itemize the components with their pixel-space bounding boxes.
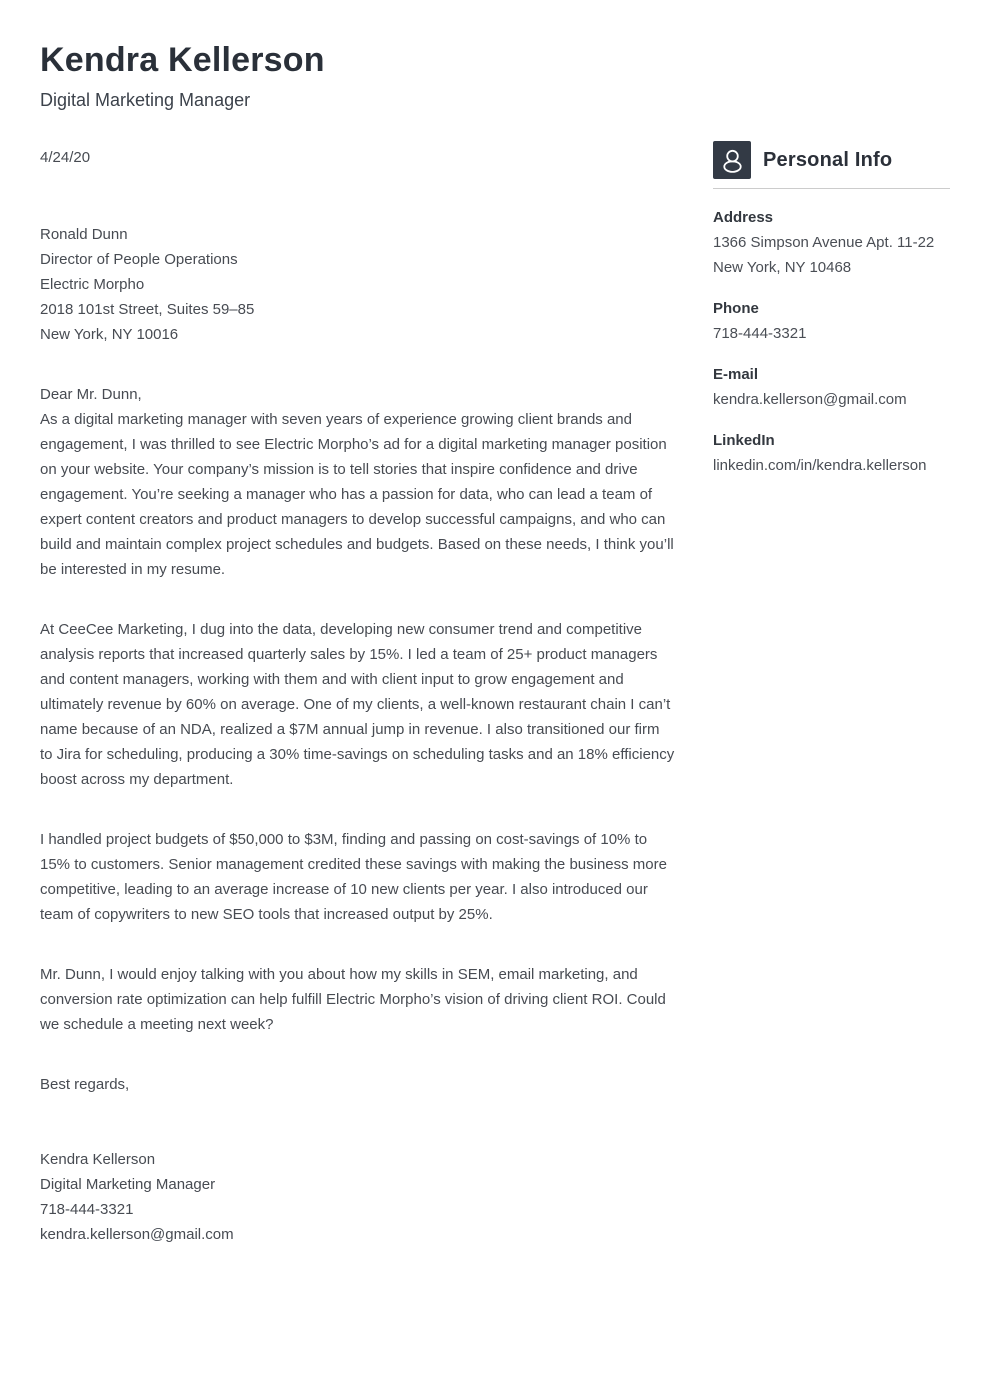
salutation: Dear Mr. Dunn,: [40, 386, 142, 403]
paragraph-3: I handled project budgets of $50,000 to $3M, finding and passing on cost-savings of 10% to 15% to customers. Senior management credited these savings with making the business more competitive, leading to an average increase of 10 new clients per year. I also introduced our team of copywriters to new SEO tools that increased output by 25%.: [40, 831, 667, 923]
field-address-label: Address: [713, 209, 774, 226]
person-icon: [713, 141, 751, 179]
recipient-role: Director of People Operations: [40, 251, 238, 268]
recipient-street: 2018 101st Street, Suites 59–85: [40, 301, 255, 318]
recipient-company: Electric Morpho: [40, 276, 145, 293]
field-linkedin-label: LinkedIn: [713, 432, 775, 449]
signature-email: kendra.kellerson@gmail.com: [40, 1226, 234, 1243]
recipient-city: New York, NY 10016: [40, 326, 179, 343]
paragraph-opening: [40, 382, 676, 582]
field-phone-label: Phone: [713, 300, 759, 317]
signature-title: Digital Marketing Manager: [40, 1176, 216, 1193]
letter-date: 4/24/20: [40, 149, 91, 166]
field-phone-value: 718-444-3321: [713, 325, 807, 342]
letter-body: [40, 140, 676, 1247]
applicant-job-title: Digital Marketing Manager: [40, 90, 251, 110]
signature-phone: 718-444-3321: [40, 1201, 134, 1218]
field-email-label: E-mail: [713, 366, 759, 383]
field-email: [713, 362, 950, 412]
personal-info-sidebar: [713, 141, 950, 478]
closing-phrase: Best regards,: [40, 1076, 130, 1093]
paragraph-1-text: As a digital marketing manager with seven years of experience growing client brands and engagement, I was thrilled to see Electric Morpho’s ad for a digital marketing manager position on your website. Your company’s mission is to tell stories that inspire confidence and drive engagement. You’re seeking a manager who has a passion for data, who can lead a team of expert content creators and product managers to develop successful campaigns, and who can build and maintain complex project schedules and budgets. Based on these needs, I think you’ll be interested in my resume.: [40, 411, 674, 578]
field-address-line2: New York, NY 10468: [713, 259, 852, 276]
applicant-name: Kendra Kellerson: [40, 41, 325, 79]
personal-info-header: [713, 141, 950, 189]
field-linkedin: [713, 428, 950, 478]
recipient-name: Ronald Dunn: [40, 226, 128, 243]
paragraph-2: At CeeCee Marketing, I dug into the data, developing new consumer trend and competitive analysis reports that increased quarterly sales by 15%. I led a team of 25+ product managers and content managers, working with them and with client input to grow engagement and ultimately revenue by 60% on average. One of my clients, a well-known restaurant chain I can’t name because of an NDA, realized a $7M annual jump in revenue. I also transitioned our firm to Jira for scheduling, producing a 30% time-savings on scheduling tasks and an 18% efficiency boost across my department.: [40, 621, 675, 788]
field-phone: [713, 296, 950, 346]
field-email-value: kendra.kellerson@gmail.com: [713, 391, 907, 408]
paragraph-4: Mr. Dunn, I would enjoy talking with you about how my skills in SEM, email marketing, and conversion rate optimization can help fulfill Electric Morpho’s vision of driving client ROI. Could we schedule a meeting next week?: [40, 966, 666, 1033]
field-address-line1: 1366 Simpson Avenue Apt. 11-22: [713, 234, 935, 251]
signature-block: [40, 1147, 676, 1247]
page-header: [0, 0, 990, 111]
recipient-block: [40, 222, 676, 347]
signature-name: Kendra Kellerson: [40, 1151, 156, 1168]
field-linkedin-value: linkedin.com/in/kendra.kellerson: [713, 457, 927, 474]
field-address: [713, 205, 950, 280]
personal-info-title: Personal Info: [763, 148, 893, 171]
